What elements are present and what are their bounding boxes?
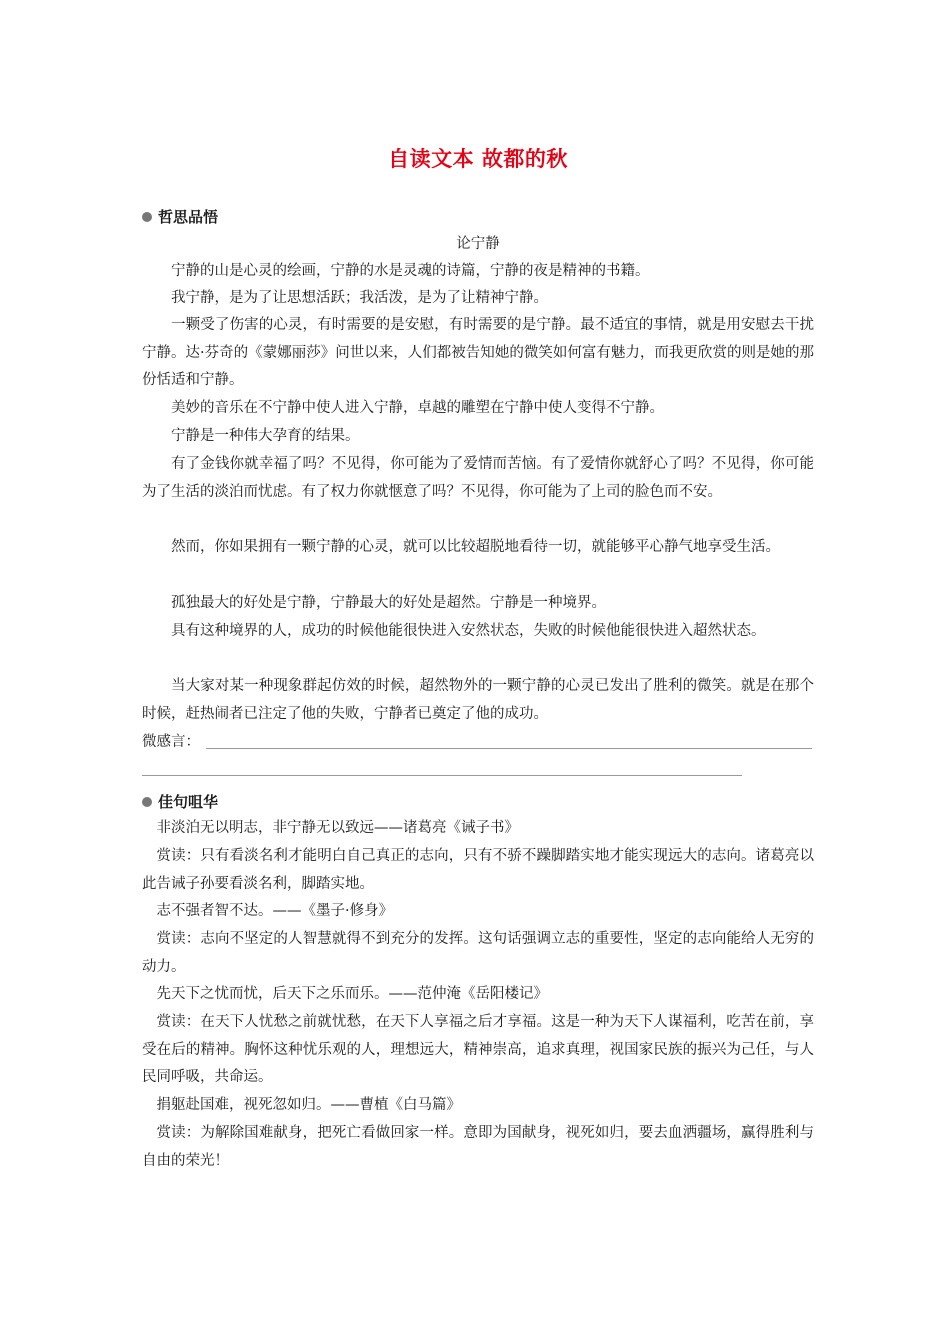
bullet-dot-icon (142, 212, 152, 222)
essay-paragraph: 宁静是一种伟大孕育的结果。 (171, 428, 360, 444)
quote-comment: 赏读：为解除国难献身，把死亡看做回家一样。意即为国献身，视死如归，要去血洒疆场，赢得胜利与自由的荣光！ (142, 1125, 814, 1169)
section-heading-label: 哲思品悟 (158, 208, 219, 226)
bullet-dot-icon (142, 797, 152, 807)
reflection-label: 微感言： (142, 734, 200, 750)
essay-paragraph: 当大家对某一种现象群起仿效的时候，超然物外的一颗宁静的心灵已发出了胜利的微笑。就是在那个时候，赶热闹者已注定了他的失败，宁静者已奠定了他的成功。 (142, 678, 814, 722)
reflection-answer-line[interactable] (206, 748, 812, 749)
essay-paragraph: 孤独最大的好处是宁静，宁静最大的好处是超然。宁静是一种境界。 (171, 595, 606, 611)
quote-line: 非淡泊无以明志，非宁静无以致远——诸葛亮《诫子书》 (156, 820, 519, 836)
reflection-answer-line[interactable] (142, 775, 742, 776)
quote-line: 捐躯赴国难，视死忽如归。——曹植《白马篇》 (156, 1097, 461, 1113)
page-title: 自读文本 故都的秋 (388, 147, 568, 171)
section-heading-label: 佳句咀华 (158, 793, 219, 811)
quote-comment: 赏读：志向不坚定的人智慧就得不到充分的发挥。这句话强调立志的重要性，坚定的志向能给人无穷的动力。 (142, 931, 814, 975)
section-heading-philosophy (142, 206, 218, 227)
essay-paragraph: 我宁静，是为了让思想活跃；我活泼，是为了让精神宁静。 (171, 290, 548, 306)
quote-line: 先天下之忧而忧，后天下之乐而乐。——范仲淹《岳阳楼记》 (156, 986, 548, 1002)
quote-comment: 赏读：只有看淡名利才能明白自己真正的志向，只有不骄不躁脚踏实地才能实现远大的志向。诸葛亮以此告诫子孙要看淡名利，脚踏实地。 (142, 848, 814, 892)
section-heading-quotes (142, 791, 218, 812)
quote-comment: 赏读：在天下人忧愁之前就忧愁，在天下人享福之后才享福。这是一种为天下人谋福利，吃苦在前，享受在后的精神。胸怀这种忧乐观的人，理想远大，精神崇高，追求真理，视国家民族的振兴为己任，与人民同呼吸，共命运。 (142, 1014, 814, 1086)
essay-title: 论宁静 (456, 236, 500, 252)
essay-paragraph: 具有这种境界的人，成功的时候他能很快进入安然状态，失败的时候他能很快进入超然状态。 (171, 623, 766, 639)
essay-paragraph: 有了金钱你就幸福了吗？不见得，你可能为了爱情而苦恼。有了爱情你就舒心了吗？不见得，你可能为了生活的淡泊而忧虑。有了权力你就惬意了吗？不见得，你可能为了上司的脸色而不安。 (142, 456, 814, 500)
essay-paragraph: 宁静的山是心灵的绘画，宁静的水是灵魂的诗篇，宁静的夜是精神的书籍。 (171, 263, 650, 279)
essay-paragraph: 一颗受了伤害的心灵，有时需要的是安慰，有时需要的是宁静。最不适宜的事情，就是用安慰去干扰宁静。达·芬奇的《蒙娜丽莎》问世以来，人们都被告知她的微笑如何富有魅力，而我更欣赏的则是她的那份恬适和宁静。 (142, 317, 814, 389)
essay-paragraph: 然而，你如果拥有一颗宁静的心灵，就可以比较超脱地看待一切，就能够平心静气地享受生活。 (171, 539, 780, 555)
quote-line: 志不强者智不达。——《墨子·修身》 (156, 903, 394, 919)
essay-paragraph: 美妙的音乐在不宁静中使人进入宁静，卓越的雕塑在宁静中使人变得不宁静。 (171, 400, 664, 416)
